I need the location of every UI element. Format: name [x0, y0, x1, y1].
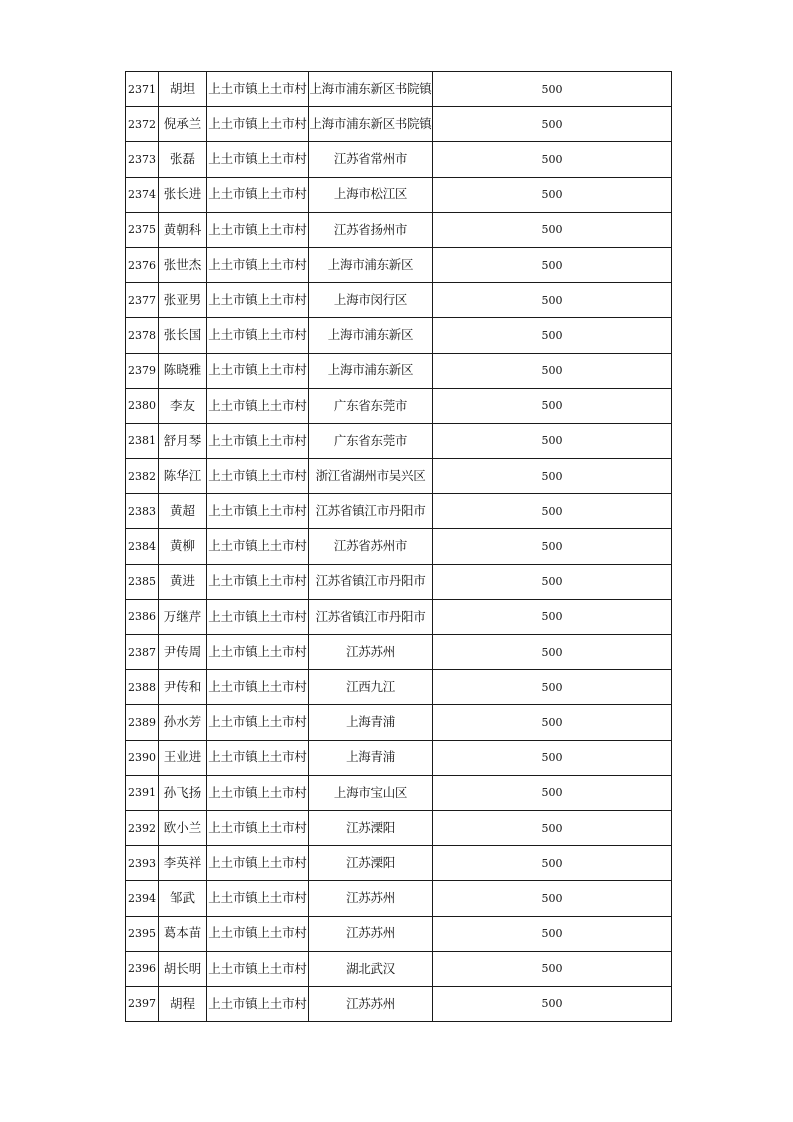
village-cell: 上土市镇上土市村 — [207, 705, 309, 740]
table-row — [126, 494, 672, 529]
row-number-cell: 2391 — [126, 775, 159, 810]
table-row — [126, 107, 672, 142]
name-cell: 黄朝科 — [159, 212, 207, 247]
amount-cell: 500 — [433, 951, 672, 986]
address-cell: 上海市浦东新区 — [309, 247, 433, 282]
amount-cell: 500 — [433, 142, 672, 177]
table-row — [126, 72, 672, 107]
table-row — [126, 740, 672, 775]
row-number-cell: 2394 — [126, 881, 159, 916]
table-row — [126, 810, 672, 845]
amount-cell: 500 — [433, 423, 672, 458]
row-number-cell: 2396 — [126, 951, 159, 986]
name-cell: 张长进 — [159, 177, 207, 212]
name-cell: 张世杰 — [159, 247, 207, 282]
table-row — [126, 423, 672, 458]
table-body — [126, 72, 672, 1022]
village-cell: 上土市镇上土市村 — [207, 494, 309, 529]
table-row — [126, 388, 672, 423]
amount-cell: 500 — [433, 353, 672, 388]
amount-cell: 500 — [433, 177, 672, 212]
table-row — [126, 212, 672, 247]
village-cell: 上土市镇上土市村 — [207, 670, 309, 705]
address-cell: 上海市松江区 — [309, 177, 433, 212]
village-cell: 上土市镇上土市村 — [207, 353, 309, 388]
row-number-cell: 2386 — [126, 599, 159, 634]
name-cell: 张长国 — [159, 318, 207, 353]
village-cell: 上土市镇上土市村 — [207, 775, 309, 810]
address-cell: 江苏省镇江市丹阳市 — [309, 494, 433, 529]
name-cell: 张磊 — [159, 142, 207, 177]
name-cell: 黄进 — [159, 564, 207, 599]
name-cell: 胡程 — [159, 986, 207, 1021]
table-row — [126, 247, 672, 282]
address-cell: 广东省东莞市 — [309, 388, 433, 423]
name-cell: 葛本苗 — [159, 916, 207, 951]
amount-cell: 500 — [433, 529, 672, 564]
village-cell: 上土市镇上土市村 — [207, 951, 309, 986]
name-cell: 万继芹 — [159, 599, 207, 634]
address-cell: 上海市宝山区 — [309, 775, 433, 810]
name-cell: 邹武 — [159, 881, 207, 916]
table-row — [126, 846, 672, 881]
name-cell: 陈晓雅 — [159, 353, 207, 388]
amount-cell: 500 — [433, 107, 672, 142]
table-row — [126, 635, 672, 670]
address-cell: 江苏苏州 — [309, 916, 433, 951]
address-cell: 江苏溧阳 — [309, 810, 433, 845]
address-cell: 江苏省镇江市丹阳市 — [309, 564, 433, 599]
row-number-cell: 2381 — [126, 423, 159, 458]
table-row — [126, 951, 672, 986]
row-number-cell: 2382 — [126, 459, 159, 494]
village-cell: 上土市镇上土市村 — [207, 177, 309, 212]
address-cell: 上海青浦 — [309, 705, 433, 740]
village-cell: 上土市镇上土市村 — [207, 459, 309, 494]
name-cell: 胡坦 — [159, 72, 207, 107]
table-row — [126, 881, 672, 916]
name-cell: 黄超 — [159, 494, 207, 529]
row-number-cell: 2380 — [126, 388, 159, 423]
amount-cell: 500 — [433, 212, 672, 247]
row-number-cell: 2390 — [126, 740, 159, 775]
row-number-cell: 2389 — [126, 705, 159, 740]
village-cell: 上土市镇上土市村 — [207, 916, 309, 951]
amount-cell: 500 — [433, 494, 672, 529]
row-number-cell: 2393 — [126, 846, 159, 881]
name-cell: 倪承兰 — [159, 107, 207, 142]
row-number-cell: 2373 — [126, 142, 159, 177]
table-row — [126, 529, 672, 564]
address-cell: 上海市浦东新区书院镇 — [309, 107, 433, 142]
amount-cell: 500 — [433, 740, 672, 775]
address-cell: 江苏省常州市 — [309, 142, 433, 177]
table-row — [126, 283, 672, 318]
amount-cell: 500 — [433, 247, 672, 282]
village-cell: 上土市镇上土市村 — [207, 283, 309, 318]
village-cell: 上土市镇上土市村 — [207, 635, 309, 670]
table-row — [126, 986, 672, 1021]
row-number-cell: 2379 — [126, 353, 159, 388]
row-number-cell: 2392 — [126, 810, 159, 845]
table-row — [126, 459, 672, 494]
row-number-cell: 2397 — [126, 986, 159, 1021]
row-number-cell: 2371 — [126, 72, 159, 107]
amount-cell: 500 — [433, 705, 672, 740]
village-cell: 上土市镇上土市村 — [207, 986, 309, 1021]
name-cell: 尹传周 — [159, 635, 207, 670]
address-cell: 江苏苏州 — [309, 986, 433, 1021]
row-number-cell: 2377 — [126, 283, 159, 318]
address-cell: 江苏苏州 — [309, 635, 433, 670]
address-cell: 上海市闵行区 — [309, 283, 433, 318]
amount-cell: 500 — [433, 459, 672, 494]
table-row — [126, 177, 672, 212]
row-number-cell: 2387 — [126, 635, 159, 670]
row-number-cell: 2388 — [126, 670, 159, 705]
address-cell: 江苏省扬州市 — [309, 212, 433, 247]
address-cell: 江苏省苏州市 — [309, 529, 433, 564]
village-cell: 上土市镇上土市村 — [207, 846, 309, 881]
village-cell: 上土市镇上土市村 — [207, 740, 309, 775]
amount-cell: 500 — [433, 846, 672, 881]
subsidy-table — [125, 71, 672, 1022]
name-cell: 黄柳 — [159, 529, 207, 564]
amount-cell: 500 — [433, 318, 672, 353]
village-cell: 上土市镇上土市村 — [207, 72, 309, 107]
village-cell: 上土市镇上土市村 — [207, 212, 309, 247]
amount-cell: 500 — [433, 72, 672, 107]
amount-cell: 500 — [433, 635, 672, 670]
name-cell: 孙飞扬 — [159, 775, 207, 810]
amount-cell: 500 — [433, 986, 672, 1021]
name-cell: 舒月琴 — [159, 423, 207, 458]
row-number-cell: 2374 — [126, 177, 159, 212]
amount-cell: 500 — [433, 599, 672, 634]
village-cell: 上土市镇上土市村 — [207, 388, 309, 423]
name-cell: 李友 — [159, 388, 207, 423]
village-cell: 上土市镇上土市村 — [207, 599, 309, 634]
name-cell: 张亚男 — [159, 283, 207, 318]
amount-cell: 500 — [433, 916, 672, 951]
amount-cell: 500 — [433, 564, 672, 599]
amount-cell: 500 — [433, 775, 672, 810]
table-row — [126, 353, 672, 388]
row-number-cell: 2385 — [126, 564, 159, 599]
address-cell: 江苏溧阳 — [309, 846, 433, 881]
address-cell: 上海市浦东新区 — [309, 353, 433, 388]
amount-cell: 500 — [433, 283, 672, 318]
village-cell: 上土市镇上土市村 — [207, 423, 309, 458]
row-number-cell: 2376 — [126, 247, 159, 282]
village-cell: 上土市镇上土市村 — [207, 810, 309, 845]
address-cell: 上海市浦东新区 — [309, 318, 433, 353]
amount-cell: 500 — [433, 388, 672, 423]
table-row — [126, 564, 672, 599]
address-cell: 上海市浦东新区书院镇 — [309, 72, 433, 107]
village-cell: 上土市镇上土市村 — [207, 142, 309, 177]
table-row — [126, 599, 672, 634]
village-cell: 上土市镇上土市村 — [207, 247, 309, 282]
address-cell: 江苏苏州 — [309, 881, 433, 916]
village-cell: 上土市镇上土市村 — [207, 564, 309, 599]
table-row — [126, 142, 672, 177]
table-row — [126, 916, 672, 951]
village-cell: 上土市镇上土市村 — [207, 881, 309, 916]
village-cell: 上土市镇上土市村 — [207, 529, 309, 564]
address-cell: 湖北武汉 — [309, 951, 433, 986]
amount-cell: 500 — [433, 881, 672, 916]
village-cell: 上土市镇上土市村 — [207, 107, 309, 142]
name-cell: 王业进 — [159, 740, 207, 775]
table-row — [126, 318, 672, 353]
name-cell: 孙水芳 — [159, 705, 207, 740]
row-number-cell: 2384 — [126, 529, 159, 564]
address-cell: 江苏省镇江市丹阳市 — [309, 599, 433, 634]
table-row — [126, 670, 672, 705]
address-cell: 上海青浦 — [309, 740, 433, 775]
table-row — [126, 775, 672, 810]
address-cell: 广东省东莞市 — [309, 423, 433, 458]
row-number-cell: 2372 — [126, 107, 159, 142]
amount-cell: 500 — [433, 670, 672, 705]
row-number-cell: 2375 — [126, 212, 159, 247]
row-number-cell: 2383 — [126, 494, 159, 529]
amount-cell: 500 — [433, 810, 672, 845]
name-cell: 欧小兰 — [159, 810, 207, 845]
name-cell: 尹传和 — [159, 670, 207, 705]
address-cell: 浙江省湖州市吴兴区 — [309, 459, 433, 494]
row-number-cell: 2395 — [126, 916, 159, 951]
village-cell: 上土市镇上土市村 — [207, 318, 309, 353]
table-row — [126, 705, 672, 740]
name-cell: 李英祥 — [159, 846, 207, 881]
address-cell: 江西九江 — [309, 670, 433, 705]
name-cell: 胡长明 — [159, 951, 207, 986]
row-number-cell: 2378 — [126, 318, 159, 353]
name-cell: 陈华江 — [159, 459, 207, 494]
